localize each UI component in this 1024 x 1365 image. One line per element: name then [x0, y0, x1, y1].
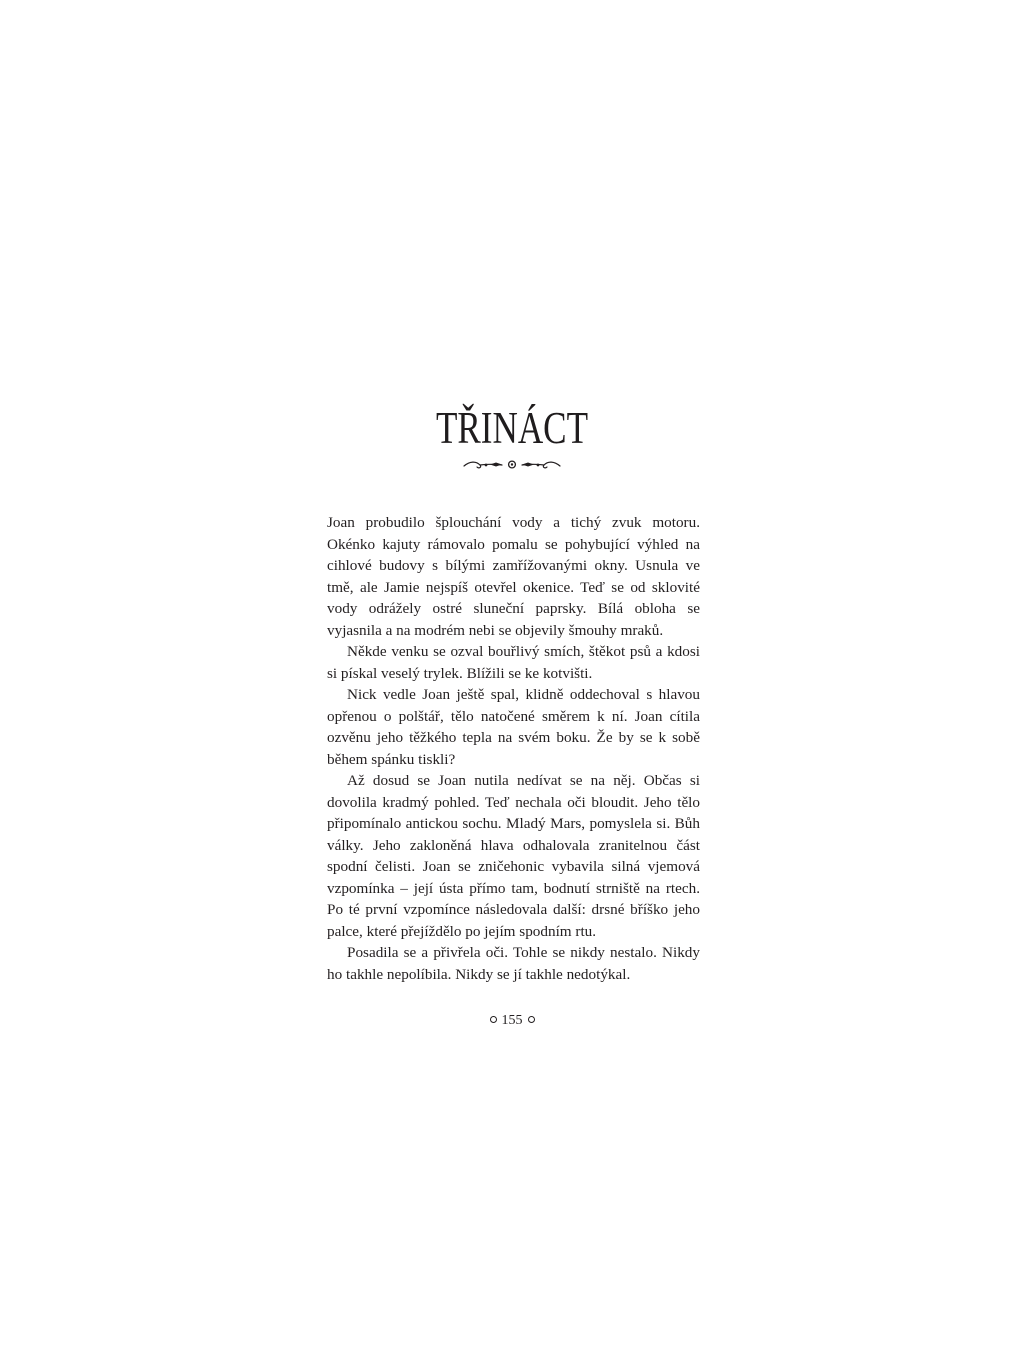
chapter-title: TŘINÁCT	[435, 403, 589, 453]
bullet-icon	[528, 1016, 535, 1023]
ornament-divider-icon	[462, 457, 562, 473]
paragraph: Joan probudilo šplouchání vody a tichý zvuk motoru. Okénko kajuty rámovalo pomalu se pohybující výhled na cihlové budovy s bílými zamřížovanými okny. Usnula ve tmě, ale Jamie nejspíš otevřel okenice. Teď se od sklovité vody odrážely ostré sluneční paprsky. Bílá obloha se vyjasnila a na modrém nebi se objevily šmouhy mraků.	[327, 514, 700, 639]
paragraph: Někde venku se ozval bouřlivý smích, štěkot psů a kdosi si pískal veselý trylek. Blížili se ke kotvišti.	[327, 643, 700, 682]
paragraph: Posadila se a přivřela oči. Tohle se nikdy nestalo. Nikdy ho takhle nepolíbila. Nikdy se jí takhle nedotýkal.	[327, 944, 700, 983]
paragraph: Nick vedle Joan ještě spal, klidně oddechoval s hlavou opřenou o polštář, tělo natočené směrem k ní. Joan cítila ozvěnu jeho těžkého tepla na svém boku. Že by se k sobě během spánku tiskli?	[327, 686, 700, 768]
bullet-icon	[490, 1016, 497, 1023]
paragraph: Až dosud se Joan nutila nedívat se na něj. Občas si dovolila kradmý pohled. Teď nechala oči bloudit. Jeho tělo připomínalo antickou sochu. Mladý Mars, pomyslela si. Bůh války. Jeho zakloněná hlava odhalovala zranitelnou část spodní čelisti. Joan se zničehonic vybavila silná vjemová vzpomínka – její ústa přímo tam, bodnutí strniště na rtech. Po té první vzpomínce následovala další: drsné bříško jeho palce, které přejíždělo po jejím spodním rtu.	[327, 772, 700, 940]
chapter-body	[327, 512, 700, 985]
page-number: 155	[501, 1013, 523, 1028]
page-footer	[0, 1011, 1024, 1031]
